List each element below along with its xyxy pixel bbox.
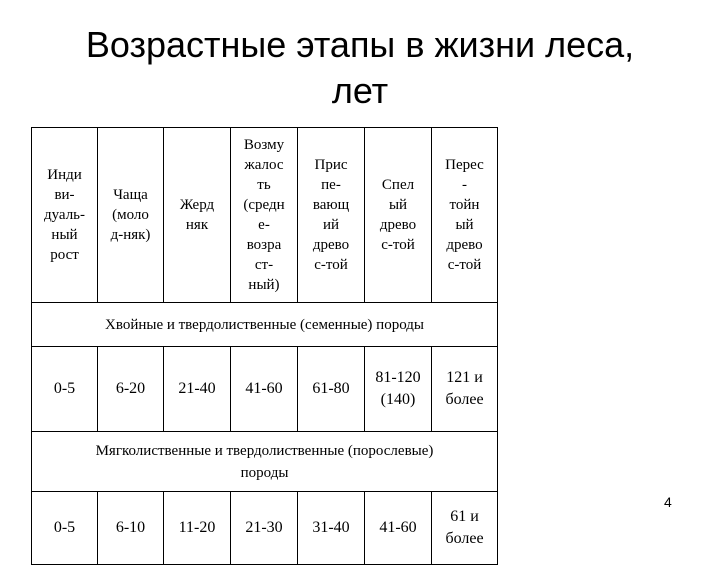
section-title-coniferous: Хвойные и твердолиственные (семенные) породы	[32, 303, 498, 347]
section-row-softwood	[32, 432, 498, 492]
header-cell-thicket: Чаща (моло д-няк)	[98, 128, 164, 303]
section-title-softwood: Мягколиственные и твердолиственные (порослевые) породы	[32, 432, 498, 492]
section-row-coniferous	[32, 303, 498, 347]
value-cell: 6-20	[98, 347, 164, 432]
value-cell: 21-30	[231, 492, 298, 565]
value-cell: 6-10	[98, 492, 164, 565]
value-cell: 41-60	[231, 347, 298, 432]
value-cell: 31-40	[298, 492, 365, 565]
value-cell: 121 и более	[432, 347, 498, 432]
value-cell: 21-40	[164, 347, 231, 432]
values-row-coniferous	[32, 347, 498, 432]
header-cell-individual-growth: Инди ви- дуаль- ный рост	[32, 128, 98, 303]
values-row-softwood	[32, 492, 498, 565]
header-row	[32, 128, 498, 303]
page-number: 4	[664, 494, 672, 510]
value-cell: 11-20	[164, 492, 231, 565]
value-cell: 0-5	[32, 347, 98, 432]
value-cell: 81-120 (140)	[365, 347, 432, 432]
forest-age-table	[31, 127, 498, 565]
value-cell: 41-60	[365, 492, 432, 565]
value-cell: 61 и более	[432, 492, 498, 565]
header-cell-mature: Спел ый древо с-той	[365, 128, 432, 303]
slide-title	[0, 22, 720, 114]
header-cell-maturing: Прис пе- вающ ий древо с-той	[298, 128, 365, 303]
header-cell-overmature: Перес - тойн ый древо с-той	[432, 128, 498, 303]
title-line-1: Возрастные этапы в жизни леса,	[85, 24, 635, 65]
title-line-2: лет	[331, 70, 389, 111]
value-cell: 0-5	[32, 492, 98, 565]
header-cell-pole-stand: Жерд няк	[164, 128, 231, 303]
header-cell-middle-aged: Возму жалос ть (средн е- возра ст- ный)	[231, 128, 298, 303]
value-cell: 61-80	[298, 347, 365, 432]
